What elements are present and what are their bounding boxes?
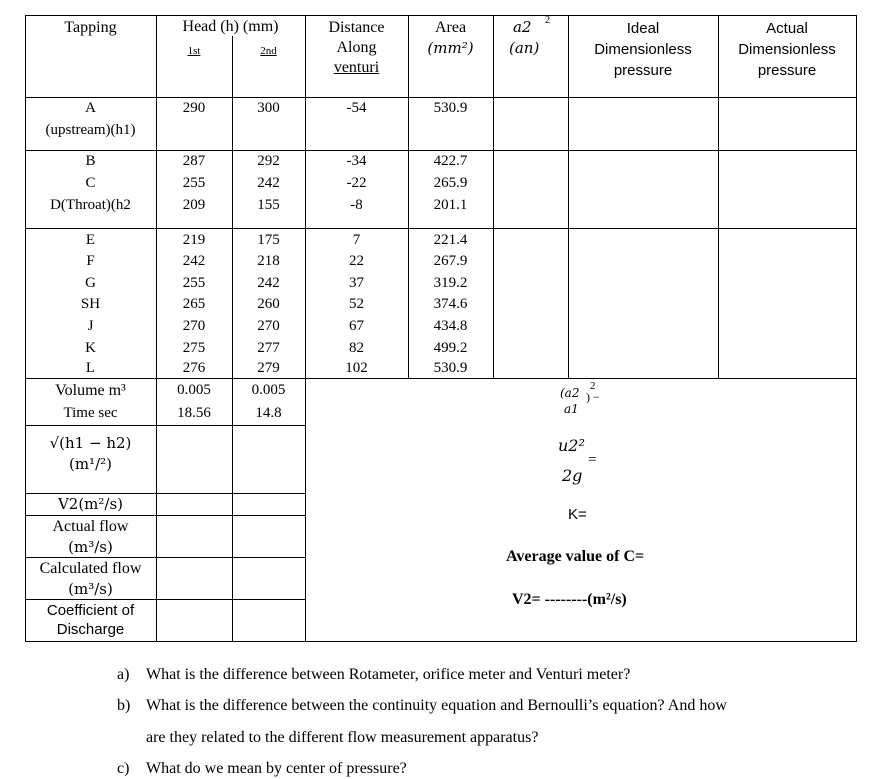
time-1: 18.56 bbox=[177, 405, 211, 421]
u2-formula-top: u2² bbox=[558, 436, 585, 455]
row-e-area: 221.4 bbox=[433, 232, 468, 248]
row-j-h1: 270 bbox=[182, 318, 206, 334]
header-ideal bbox=[568, 18, 718, 81]
header-ratio-top: a2 bbox=[513, 18, 532, 36]
row-k-h2: 277 bbox=[257, 340, 280, 356]
sqrt-label-line2: (m¹/²) bbox=[68, 455, 112, 473]
question-b-text: What is the difference between the continuity equation and Bernoulli’s equation? And how bbox=[146, 697, 727, 714]
table-rule bbox=[25, 425, 305, 426]
row-g-dist: 37 bbox=[349, 275, 364, 291]
row-c-tap: C bbox=[85, 175, 96, 191]
u2-formula-eq: = bbox=[588, 452, 597, 468]
row-a-dist: -54 bbox=[346, 100, 367, 116]
header-ratio-exp: 2 bbox=[545, 15, 550, 26]
ratio-formula bbox=[560, 382, 640, 418]
u2-formula bbox=[555, 436, 615, 488]
table-rule bbox=[25, 515, 305, 516]
row-l-dist: 102 bbox=[345, 360, 368, 376]
coef-label bbox=[25, 601, 156, 639]
row-c-h2: 242 bbox=[257, 175, 280, 191]
header-ideal-line1: Ideal bbox=[626, 20, 660, 37]
ratio-formula-exp: 2 bbox=[590, 380, 596, 392]
header-actual-line2: Dimensionless bbox=[738, 41, 836, 58]
volume-label-text: Volume m³ bbox=[55, 382, 126, 399]
header-area-unit: (mm²) bbox=[427, 39, 474, 57]
avg-c-formula: Average value of C= bbox=[506, 548, 645, 565]
table-border-bottom bbox=[25, 641, 856, 642]
question-c-label: c) bbox=[117, 760, 130, 777]
coef-line2: Discharge bbox=[56, 621, 125, 638]
volume-label bbox=[25, 382, 156, 399]
volume-1: 0.005 bbox=[177, 382, 211, 398]
row-e-dist: 7 bbox=[352, 232, 361, 248]
header-ideal-line3: pressure bbox=[613, 62, 673, 79]
row-c-dist: -22 bbox=[346, 175, 367, 191]
row-b-area: 422.7 bbox=[433, 153, 468, 169]
actual-flow-line2: (m³/s) bbox=[68, 538, 113, 556]
table-rule bbox=[25, 378, 856, 379]
row-f-area: 267.9 bbox=[433, 253, 468, 269]
row-k-h1: 275 bbox=[182, 340, 206, 356]
question-a-text: What is the difference between Rotameter, orifice meter and Venturi meter? bbox=[146, 666, 631, 683]
volume-2: 0.005 bbox=[251, 382, 286, 398]
row-b-h1: 287 bbox=[182, 153, 206, 169]
ratio-formula-top: (a2 bbox=[560, 386, 580, 400]
header-actual bbox=[718, 18, 856, 81]
row-k-area: 499.2 bbox=[433, 340, 468, 356]
row-a-h2: 300 bbox=[257, 100, 280, 116]
row-h-tap: SH bbox=[80, 296, 101, 312]
v2-label: V2(m²/s) bbox=[57, 495, 124, 513]
row-l-tap: L bbox=[85, 360, 96, 376]
row-l-h1: 276 bbox=[182, 360, 206, 376]
question-a-label: a) bbox=[117, 666, 130, 683]
header-first: 1st bbox=[187, 45, 201, 57]
row-a-h1: 290 bbox=[182, 100, 206, 116]
u2-formula-bottom: 2g bbox=[562, 466, 583, 485]
row-k-tap: K bbox=[85, 340, 96, 356]
header-head: Head (h) (mm) bbox=[182, 18, 279, 35]
question-b-text-cont: are they related to the different flow measurement apparatus? bbox=[146, 729, 539, 746]
row-b-dist: -34 bbox=[346, 153, 367, 169]
header-area-label: Area bbox=[434, 19, 467, 36]
time-label: Time sec bbox=[63, 405, 118, 421]
row-l-area: 530.9 bbox=[433, 360, 468, 376]
ratio-formula-bottom: a1 bbox=[564, 402, 579, 416]
row-b-h2: 292 bbox=[257, 153, 280, 169]
table-rule bbox=[25, 493, 305, 494]
row-d-tap: D(Throat)(h2 bbox=[50, 197, 131, 213]
table-border-right bbox=[856, 15, 857, 642]
row-h-h1: 265 bbox=[182, 296, 206, 312]
row-e-h2: 175 bbox=[257, 232, 280, 248]
table-border-top bbox=[25, 15, 856, 16]
row-d-dist: -8 bbox=[350, 197, 363, 213]
row-a-tap: A bbox=[85, 100, 96, 116]
row-j-tap: J bbox=[87, 318, 94, 334]
row-g-h2: 242 bbox=[257, 275, 280, 291]
table-rule bbox=[25, 97, 856, 98]
sqrt-label-line1: √(h1 − h2) bbox=[49, 434, 132, 452]
row-g-h1: 255 bbox=[182, 275, 206, 291]
ratio-formula-tail: ) − bbox=[586, 390, 600, 404]
row-l-h2: 279 bbox=[257, 360, 280, 376]
time-2: 14.8 bbox=[255, 405, 282, 421]
header-second: 2nd bbox=[260, 45, 277, 57]
row-h-h2: 260 bbox=[257, 296, 280, 312]
row-d-h2: 155 bbox=[257, 197, 280, 213]
row-a-tap2: (upstream)(h1) bbox=[45, 122, 136, 138]
header-distance-line1: Distance bbox=[328, 19, 385, 36]
row-f-h1: 242 bbox=[182, 253, 206, 269]
row-f-tap: F bbox=[86, 253, 95, 269]
header-distance-line2: Along bbox=[336, 39, 377, 56]
table-rule bbox=[25, 557, 305, 558]
row-f-h2: 218 bbox=[257, 253, 280, 269]
row-h-dist: 52 bbox=[349, 296, 364, 312]
table-rule bbox=[25, 599, 305, 600]
header-tapping: Tapping bbox=[64, 19, 117, 36]
k-formula: K= bbox=[568, 506, 587, 523]
header-actual-line1: Actual bbox=[766, 20, 808, 37]
header-distance bbox=[305, 18, 408, 78]
sqrt-label bbox=[25, 433, 156, 475]
table-rule bbox=[25, 150, 856, 151]
row-c-area: 265.9 bbox=[433, 175, 468, 191]
row-h-area: 374.6 bbox=[433, 296, 468, 312]
actual-flow-label bbox=[25, 517, 156, 557]
question-b-label: b) bbox=[117, 697, 131, 714]
row-j-dist: 67 bbox=[349, 318, 364, 334]
row-b-tap: B bbox=[85, 153, 96, 169]
header-actual-line3: pressure bbox=[757, 62, 817, 79]
header-area bbox=[408, 18, 493, 58]
row-e-h1: 219 bbox=[182, 232, 206, 248]
calc-flow-label bbox=[25, 559, 156, 599]
v2-formula: V2= --------(m²/s) bbox=[512, 591, 627, 608]
header-ratio-bottom: (an) bbox=[509, 39, 540, 57]
coef-line1: Coefficient of bbox=[46, 602, 135, 619]
header-ideal-line2: Dimensionless bbox=[594, 41, 692, 58]
row-k-dist: 82 bbox=[349, 340, 364, 356]
question-c-text: What do we mean by center of pressure? bbox=[146, 760, 407, 777]
row-g-area: 319.2 bbox=[433, 275, 468, 291]
calc-flow-line2: (m³/s) bbox=[68, 580, 113, 598]
row-a-area: 530.9 bbox=[433, 100, 468, 116]
row-c-h1: 255 bbox=[182, 175, 206, 191]
row-j-area: 434.8 bbox=[433, 318, 468, 334]
col-rule bbox=[232, 36, 233, 642]
row-j-h2: 270 bbox=[257, 318, 280, 334]
row-g-tap: G bbox=[85, 275, 96, 291]
header-ratio bbox=[493, 15, 568, 97]
table-rule bbox=[25, 228, 856, 229]
actual-flow-line1: Actual flow bbox=[52, 518, 129, 535]
header-distance-line3: venturi bbox=[333, 59, 380, 76]
calc-flow-line1: Calculated flow bbox=[39, 560, 142, 577]
row-d-h1: 209 bbox=[182, 197, 206, 213]
row-f-dist: 22 bbox=[349, 253, 364, 269]
row-d-area: 201.1 bbox=[433, 197, 468, 213]
row-e-tap: E bbox=[85, 232, 96, 248]
